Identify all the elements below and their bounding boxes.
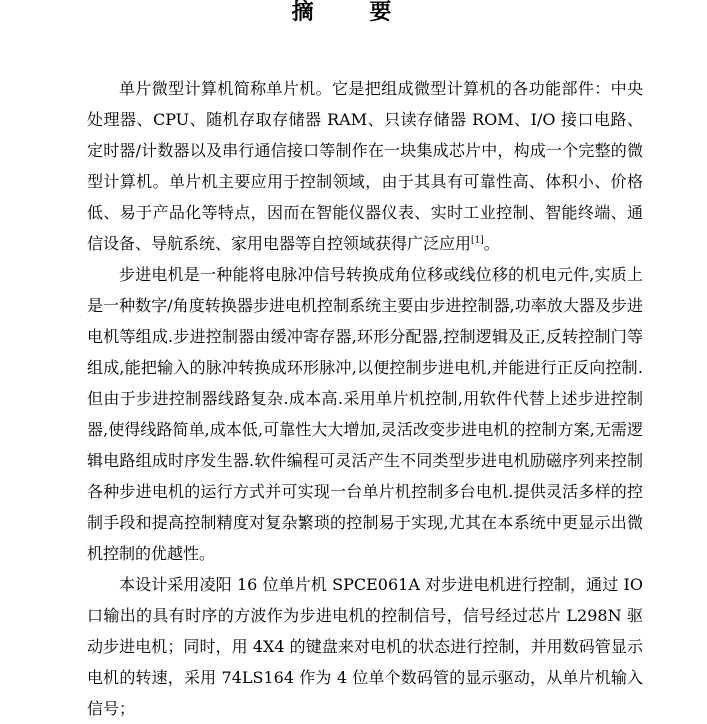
- paragraph-stepper-motor: 步进电机是一种能将电脉冲信号转换成角位移或线位移的机电元件,实质上是一种数字/角度转换器步进电机控制系统主要由步进控制器,功率放大器及步进电机等组成.步进控制器由缓冲寄存器,环形分配器,控制逻辑及正,反转控制门等组成,能把输入的脉冲转换成环形脉冲,以便控制步进电机,并能进行正反向控制.但由于步进控制器线路复杂.成本高.采用单片机控制,用软件代替上述步进控制器,使得线路简单,成本低,可靠性大大增加,灵活改变步进电机的控制方案,无需逻辑电路组成时序发生器.软件编程可灵活产生不同类型步进电机励磁序列来控制各种步进电机的运行方式并可实现一台单片机控制多台电机.提供灵活多样的控制手段和提高控制精度对复杂繁琐的控制易于实现,尤其在本系统中更显示出微机控制的优越性。: [87, 265, 643, 563]
- paragraph-design: 本设计采用凌阳 16 位单片机 SPCE061A 对步进电机进行控制，通过 IO 口输出的具有时序的方波作为步进电机的控制信号，信号经过芯片 L298N 驱动步进电机；同时，用 4X4 的键盘来对电机的状态进行控制，并用数码管显示电机的转速，采用 74LS164 作为 4 位单个数码管的显示驱动，从单片机输入信号；: [87, 575, 643, 718]
- citation-reference: [1]: [471, 235, 484, 246]
- paragraph-intro-text: 单片微型计算机简称单片机。它是把组成微型计算机的各功能部件：中央处理器、CPU、随机存取存储器 RAM、只读存储器 ROM、I/O 接口电路、定时器/计数器以及串行通信接口等制作在一块集成芯片中，构成一个完整的微型计算机。单片机主要应用于控制领域，由于其具有可靠性高、体积小、价格低、易于产品化等特点，因而在智能仪器仪表、实时工业控制、智能终端、通信设备、导航系统、家用电器等自控领域获得广泛应用: [87, 79, 643, 253]
- page-title: 摘 要: [291, 0, 416, 25]
- paragraph-intro: [87, 73, 643, 259]
- paragraph-intro-ending: 。: [483, 234, 500, 253]
